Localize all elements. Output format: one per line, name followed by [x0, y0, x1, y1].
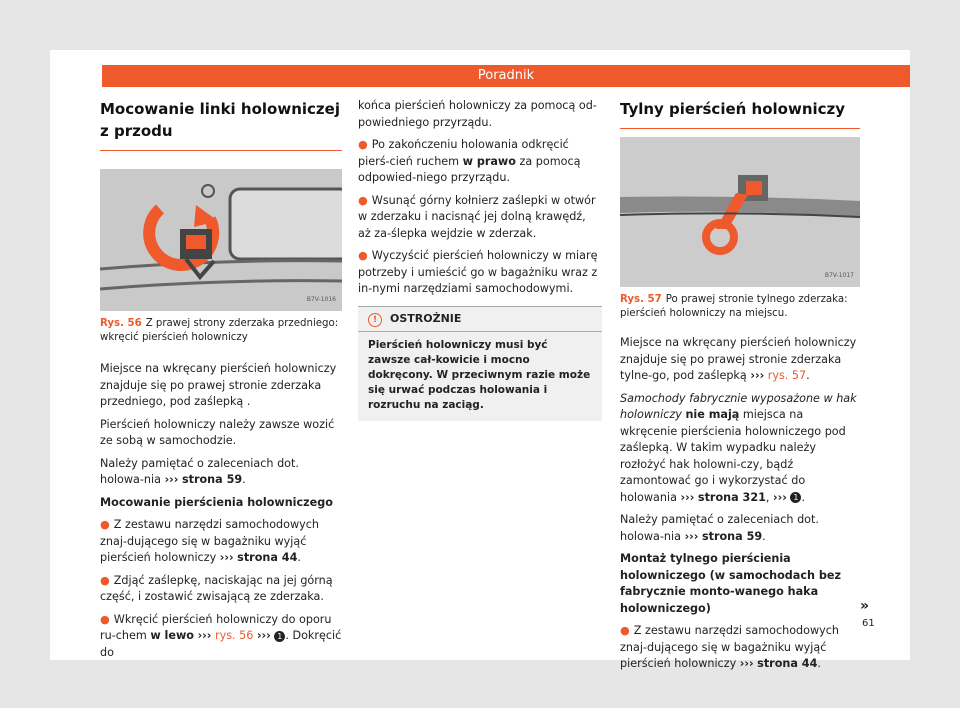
paragraph: końca pierścień holowniczy za pomocą od-powiedniego przyrządu.	[358, 99, 597, 129]
warning-box	[358, 306, 602, 422]
warning-text: Pierścień holowniczy musi być zawsze cał-kowicie i mocno dokręcony. W przeciwnym razie może się urwać podczas holowania i rozruchu na zaciąg.	[368, 339, 591, 411]
figure-label: Rys. 57	[620, 294, 662, 305]
figure-ref-link[interactable]: rys. 57	[767, 369, 807, 382]
page-header: Poradnik	[102, 65, 910, 87]
rear-bumper-illustration	[620, 137, 860, 287]
bullet-item: ● Po zakończeniu holowania odkręcić pierś-cień ruchem w prawo za pomocą odpowied-niego przyrządu.	[358, 138, 581, 184]
paragraph: Należy pamiętać o zaleceniach dot. holowa-nia ››› strona 59.	[100, 456, 299, 486]
figure-caption	[100, 317, 342, 345]
subheading: Montaż tylnego pierścienia holowniczego (w samochodach bez fabrycznie monto-wanego haka holowniczego)	[620, 552, 841, 615]
figure-code: B7V-1017	[824, 271, 854, 279]
figure-57	[620, 137, 860, 287]
bullet-item: ● Zdjąć zaślepkę, naciskając na jej górną część, i zostawić zwisającą ze zderzaka.	[100, 573, 333, 603]
caption-text: Po prawej stronie tylnego zderzaka: pierścień holowniczy na miejscu.	[620, 294, 848, 319]
bullet-item: ● Wyczyścić pierścień holowniczy w miarę potrzeby i umieścić go w bagażniku wraz z in-nymi narzędziami samochodowymi.	[358, 249, 598, 295]
step-number-badge: 1	[274, 631, 285, 642]
warning-icon: !	[368, 313, 382, 327]
continue-marker: »	[860, 598, 870, 614]
manual-page	[50, 50, 910, 670]
figure-ref-link[interactable]: rys. 56	[214, 629, 254, 642]
figure-caption	[620, 293, 860, 321]
paragraph: Samochody fabrycznie wyposażone w hak holowniczy nie mają miejsca na wkręcenie pierścienia holowniczego pod zaślepką. W takim wypadku należy rozłożyć hak holowni-czy, bądź zamontować go i wykorzystać do holowania ››› strona 321, ››› 1 .	[620, 391, 857, 504]
left-column	[100, 98, 342, 667]
warning-header: ! OSTROŻNIE	[358, 306, 602, 333]
right-column	[620, 98, 860, 679]
page-number: 61	[862, 618, 875, 629]
caption-text: Z prawej strony zderzaka przedniego: wkręcić pierścień holowniczy	[100, 318, 339, 343]
figure-56	[100, 169, 342, 311]
paragraph: Należy pamiętać o zaleceniach dot. holowa-nia ››› strona 59.	[620, 513, 819, 543]
page-ref-link[interactable]: strona 59	[701, 529, 763, 543]
page-ref-link[interactable]: strona 44	[237, 551, 298, 564]
front-bumper-illustration	[100, 169, 342, 311]
figure-label: Rys. 56	[100, 318, 142, 329]
bullet-item: ● Wsunąć górny kołnierz zaślepki w otwór w zderzaku i nacisnąć jej dolną krawędź, aż za-ślepka wejdzie w zderzak.	[358, 193, 596, 240]
paragraph: Pierścień holowniczy należy zawsze wozić ze sobą w samochodzie.	[100, 417, 335, 447]
bullet-item: ● Z zestawu narzędzi samochodowych znaj-dującego się w bagażniku wyjąć pierścień holowniczy ››› strona 44.	[100, 518, 320, 564]
figure-code: B7V-1016	[306, 295, 336, 303]
page-ref-link[interactable]: strona 59	[181, 473, 243, 486]
divider	[100, 150, 342, 151]
section-title-rear: Tylny pierścień holowniczy	[620, 100, 846, 118]
page-ref-link[interactable]: strona 44	[757, 657, 818, 670]
divider	[620, 128, 860, 129]
bullet-item: ● Z zestawu narzędzi samochodowych znaj-dującego się w bagażniku wyjąć pierścień holowniczy ››› strona 44.	[620, 624, 840, 670]
subheading: Mocowanie pierścienia holowniczego	[100, 495, 333, 509]
page-ref-link[interactable]: strona 321	[697, 490, 766, 504]
bullet-item: ● Wkręcić pierścień holowniczy do oporu ru-chem w lewo ››› rys. 56 ››› 1 . Dokręcić do	[100, 612, 342, 659]
middle-column	[358, 98, 602, 421]
section-title-front: Mocowanie linki holowniczej z przodu	[100, 100, 340, 140]
paragraph: Miejsce na wkręcany pierścień holowniczy znajduje się po prawej stronie zderzaka tylne-go, pod zaślepką ››› rys. 57.	[620, 336, 857, 382]
step-number-badge: 1	[790, 492, 801, 503]
paragraph: Miejsce na wkręcany pierścień holowniczy znajduje się po prawej stronie zderzaka przedniego, pod zaślepką .	[100, 362, 337, 408]
